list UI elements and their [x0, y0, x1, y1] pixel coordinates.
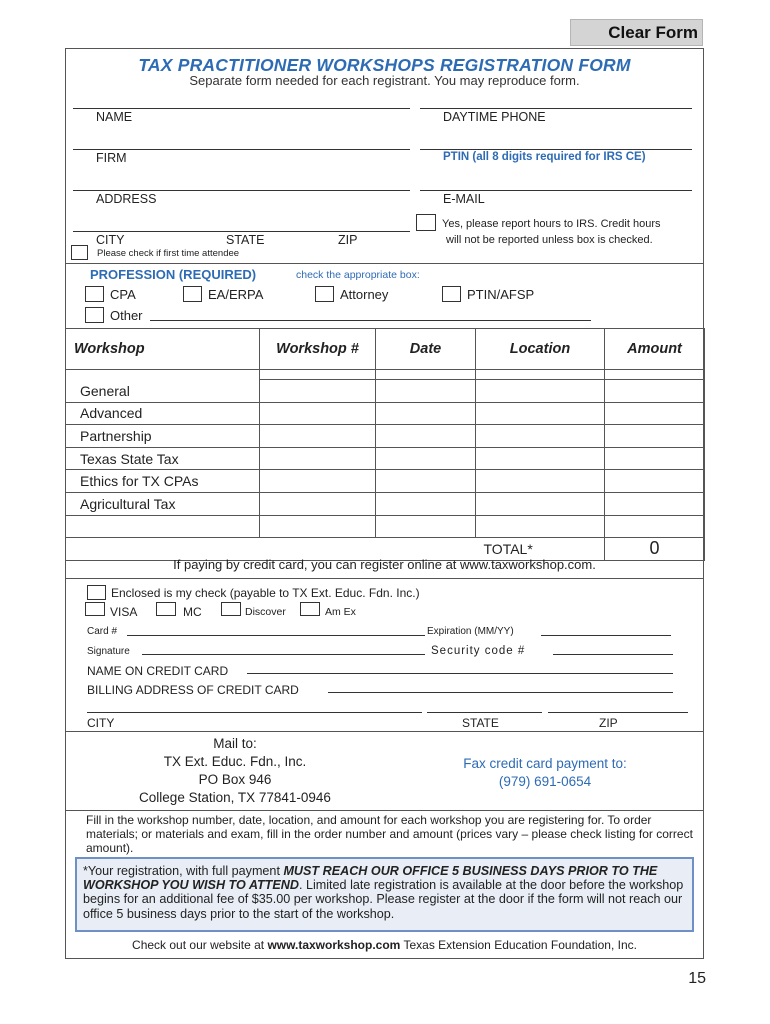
billing-zip-field[interactable] [548, 712, 688, 713]
workshop-number-input[interactable] [260, 470, 376, 493]
state-label: STATE [226, 233, 265, 247]
card-number-field[interactable] [127, 635, 425, 636]
billing-state-field[interactable] [427, 712, 542, 713]
date-input[interactable] [376, 402, 476, 425]
cpa-checkbox[interactable] [85, 286, 104, 302]
date-input[interactable] [376, 380, 476, 403]
attorney-label: Attorney [340, 287, 389, 302]
location-input[interactable] [476, 425, 605, 448]
workshop-table [65, 328, 705, 561]
ptin-field[interactable] [420, 149, 692, 150]
workshop-number-input[interactable] [260, 492, 376, 515]
workshop-name: Texas State Tax [66, 447, 260, 470]
amount-input[interactable] [605, 492, 705, 515]
notice-suffix: . Limited late registration is available at the door before the workshop begins for an additional fee of $35.00 per workshop. Please register at the door if the form will not reach our office 5 business days prior to the start of the workshop. [83, 878, 684, 921]
table-row [66, 470, 705, 493]
other-checkbox[interactable] [85, 307, 104, 323]
divider [65, 578, 704, 579]
city-state-zip-field[interactable] [73, 231, 410, 232]
ptin-afsp-label: PTIN/AFSP [467, 287, 535, 302]
mail-address-line2: PO Box 946 [198, 772, 272, 787]
table-row [66, 402, 705, 425]
instructions-text: Fill in the workshop number, date, location, and amount for each workshop you are registering for. To order materials; or materials and exam, fill in the order number and amount (prices vary – please check listing for correct amount). [86, 813, 693, 855]
workshop-number-input[interactable] [260, 425, 376, 448]
online-note: If paying by credit card, you can register online at www.taxworkshop.com. [173, 557, 596, 572]
mc-label: MC [183, 605, 202, 619]
billing-city-field[interactable] [87, 712, 422, 713]
page-number: 15 [688, 970, 706, 987]
first-time-checkbox[interactable] [71, 245, 88, 260]
notice-emphasis: MUST REACH OUR OFFICE 5 BUSINESS DAYS PRIOR TO THE WORKSHOP YOU WISH TO ATTEND [83, 864, 658, 893]
ptin-afsp-checkbox[interactable] [442, 286, 461, 302]
billing-address-label: BILLING ADDRESS OF CREDIT CARD [87, 683, 299, 697]
workshop-number-input[interactable] [260, 447, 376, 470]
expiration-label: Expiration (MM/YY) [427, 626, 514, 637]
name-field[interactable] [73, 108, 410, 109]
workshop-number-input[interactable] [260, 402, 376, 425]
ea-erpa-label: EA/ERPA [208, 287, 264, 302]
irs-report-text-2: will not be reported unless box is checked. [446, 234, 653, 246]
name-label: NAME [96, 110, 133, 124]
workshop-name: Partnership [66, 425, 260, 448]
mc-checkbox[interactable] [156, 602, 176, 616]
footer [65, 938, 704, 952]
table-header-row [66, 329, 705, 370]
table-row [66, 380, 705, 403]
col-amount: Amount [605, 329, 705, 370]
amount-input[interactable] [605, 447, 705, 470]
visa-label: VISA [110, 605, 138, 619]
check-enclosed-label: Enclosed is my check (payable to TX Ext. Educ. Fdn. Inc.) [111, 586, 420, 600]
col-date: Date [376, 329, 476, 370]
date-input[interactable] [376, 515, 476, 538]
table-row [66, 447, 705, 470]
date-input[interactable] [376, 425, 476, 448]
attorney-checkbox[interactable] [315, 286, 334, 302]
expiration-field[interactable] [541, 635, 671, 636]
mail-address-line1: TX Ext. Educ. Fdn., Inc. [163, 754, 307, 769]
irs-report-text-1: Yes, please report hours to IRS. Credit hours [442, 218, 661, 230]
address-field[interactable] [73, 190, 410, 191]
clear-form-button[interactable]: Clear Form [570, 19, 703, 46]
billing-city-label: CITY [87, 716, 115, 730]
profession-hint: check the appropriate box: [296, 269, 420, 281]
other-label: Other [110, 308, 143, 323]
billing-state-label: STATE [462, 716, 499, 730]
name-on-card-field[interactable] [247, 673, 673, 674]
irs-report-checkbox[interactable] [416, 214, 436, 231]
workshop-number-input[interactable] [260, 515, 376, 538]
col-workshop: Workshop [66, 329, 260, 370]
firm-field[interactable] [73, 149, 410, 150]
date-input[interactable] [376, 492, 476, 515]
location-input[interactable] [476, 402, 605, 425]
form-title: TAX PRACTITIONER WORKSHOPS REGISTRATION FORM [138, 55, 631, 75]
amount-input[interactable] [605, 425, 705, 448]
profession-heading: PROFESSION (REQUIRED) [90, 267, 257, 282]
amex-checkbox[interactable] [300, 602, 320, 616]
ea-erpa-checkbox[interactable] [183, 286, 202, 302]
name-on-card-label: NAME ON CREDIT CARD [87, 664, 229, 678]
daytime-phone-field[interactable] [420, 108, 692, 109]
city-label: CITY [96, 233, 125, 247]
firm-label: FIRM [96, 151, 127, 165]
check-enclosed-checkbox[interactable] [87, 585, 106, 600]
table-row [66, 425, 705, 448]
signature-field[interactable] [142, 654, 425, 655]
mail-to-label: Mail to: [213, 736, 257, 751]
workshop-name: Advanced [66, 402, 260, 425]
total-value: 0 [605, 538, 705, 561]
spacer-cell [476, 370, 605, 380]
col-workshop-number: Workshop # [260, 329, 376, 370]
divider [65, 263, 704, 264]
location-input[interactable] [476, 447, 605, 470]
form-subtitle: Separate form needed for each registrant. You may reproduce form. [189, 73, 580, 88]
workshop-name: Ethics for TX CPAs [66, 470, 260, 493]
email-label: E-MAIL [443, 192, 485, 206]
fax-number: (979) 691-0654 [498, 774, 592, 789]
first-time-label: Please check if first time attendee [97, 248, 240, 259]
amount-input[interactable] [605, 470, 705, 493]
table-row [66, 515, 705, 538]
amount-input[interactable] [605, 402, 705, 425]
spacer-cell [66, 370, 260, 380]
workshop-name: General [66, 380, 260, 403]
notice-prefix: *Your registration, with full payment [83, 864, 284, 878]
billing-address-field[interactable] [328, 692, 673, 693]
col-location: Location [476, 329, 605, 370]
discover-checkbox[interactable] [221, 602, 241, 616]
address-label: ADDRESS [96, 192, 157, 206]
footer-suffix: Texas Extension Education Foundation, Inc. [400, 938, 637, 952]
date-input[interactable] [376, 470, 476, 493]
fax-label: Fax credit card payment to: [463, 756, 627, 771]
workshop-name[interactable] [66, 515, 260, 538]
other-field[interactable] [150, 320, 591, 321]
billing-zip-label: ZIP [599, 716, 618, 730]
footer-prefix: Check out our website at [132, 938, 268, 952]
card-number-label: Card # [87, 626, 118, 637]
location-input[interactable] [476, 515, 605, 538]
deadline-notice [83, 864, 688, 921]
ptin-label: PTIN (all 8 digits required for IRS CE) [443, 151, 646, 163]
discover-label: Discover [245, 606, 286, 618]
website-link[interactable]: www.taxworkshop.com [267, 938, 401, 952]
amount-input[interactable] [605, 380, 705, 403]
location-input[interactable] [476, 470, 605, 493]
date-input[interactable] [376, 447, 476, 470]
location-input[interactable] [476, 380, 605, 403]
signature-label: Signature [87, 646, 130, 657]
security-code-label: Security code # [431, 645, 526, 657]
spacer-cell [376, 370, 476, 380]
divider [65, 810, 704, 811]
email-field[interactable] [420, 190, 692, 191]
workshop-number-input[interactable] [260, 380, 376, 403]
table-row [66, 492, 705, 515]
spacer-cell [260, 370, 376, 380]
spacer-cell [605, 370, 705, 380]
zip-label: ZIP [338, 233, 358, 247]
total-label: TOTAL* [476, 538, 605, 561]
amex-label: Am Ex [325, 606, 356, 618]
security-code-field[interactable] [553, 654, 673, 655]
divider [65, 731, 704, 732]
amount-input[interactable] [605, 515, 705, 538]
daytime-phone-label: DAYTIME PHONE [443, 110, 546, 124]
mail-address-line3: College Station, TX 77841-0946 [139, 790, 331, 805]
cpa-label: CPA [110, 287, 136, 302]
location-input[interactable] [476, 492, 605, 515]
visa-checkbox[interactable] [85, 602, 105, 616]
workshop-name: Agricultural Tax [66, 492, 260, 515]
